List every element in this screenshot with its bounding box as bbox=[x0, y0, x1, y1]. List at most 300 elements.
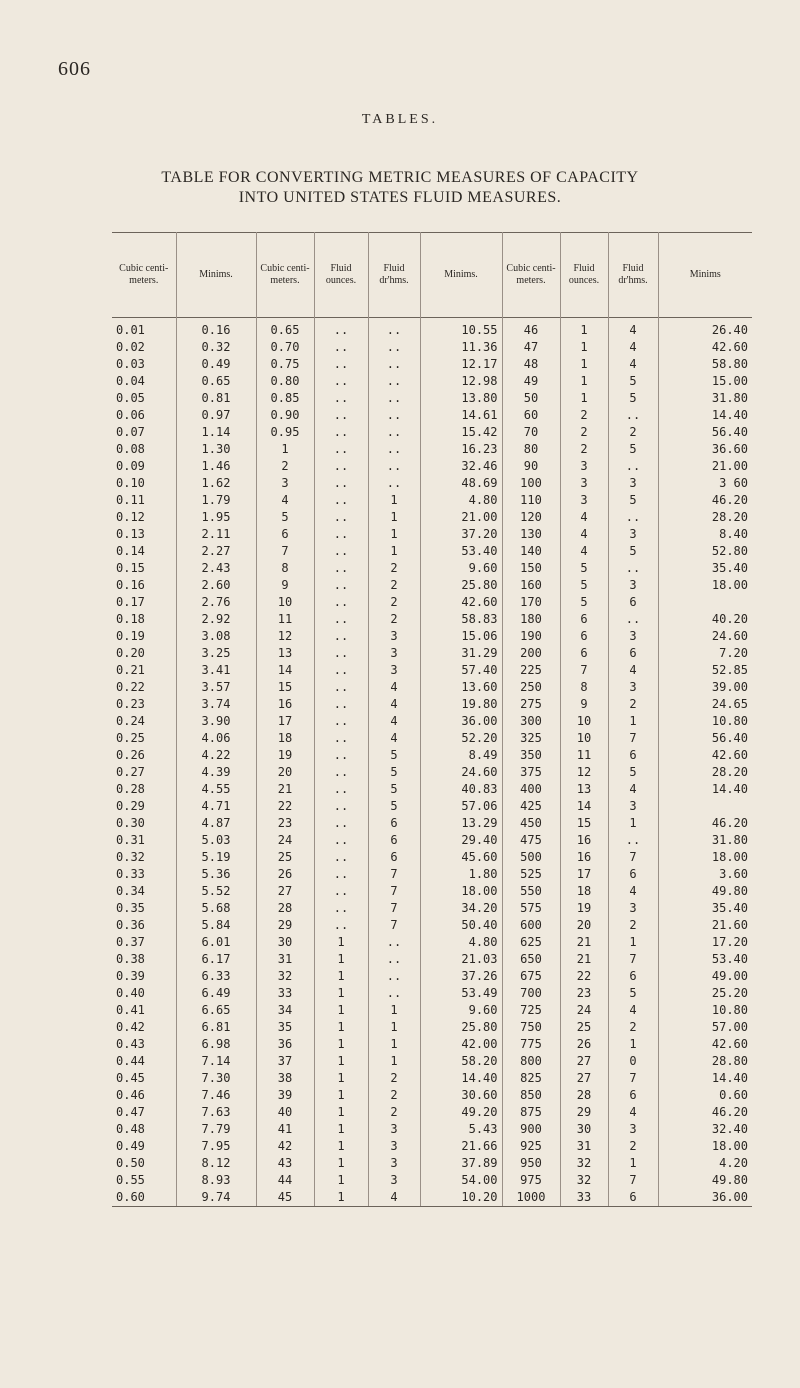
table-row bbox=[112, 917, 752, 934]
table-row bbox=[112, 781, 752, 798]
table-cell: 0.65 bbox=[256, 318, 314, 340]
table-cell: 21 bbox=[560, 934, 608, 951]
table-cell: 1 bbox=[368, 1002, 420, 1019]
table-cell: 825 bbox=[502, 1070, 560, 1087]
table-cell: .. bbox=[314, 679, 368, 696]
table-cell: 1 bbox=[368, 1019, 420, 1036]
table-cell: .. bbox=[368, 951, 420, 968]
table-cell: 42.60 bbox=[711, 748, 748, 762]
table-cell: 3 bbox=[560, 492, 608, 509]
table-cell: 48.69 bbox=[420, 475, 502, 492]
table-cell: 6 bbox=[368, 815, 420, 832]
table-cell: 4.06 bbox=[176, 730, 256, 747]
table-cell: 0.26 bbox=[112, 747, 176, 764]
table-cell: .. bbox=[314, 475, 368, 492]
table-row bbox=[112, 679, 752, 696]
table-cell: 4 bbox=[560, 509, 608, 526]
table-cell: 0.55 bbox=[112, 1172, 176, 1189]
table-cell: 0.97 bbox=[176, 407, 256, 424]
table-cell: 2.92 bbox=[176, 611, 256, 628]
table-row bbox=[112, 934, 752, 951]
table-cell: 250 bbox=[502, 679, 560, 696]
table-cell: 2 bbox=[368, 1104, 420, 1121]
table-cell: 5 bbox=[560, 577, 608, 594]
table-cell: 3 bbox=[608, 900, 658, 917]
table-row bbox=[112, 832, 752, 849]
table-cell: 60 bbox=[502, 407, 560, 424]
table-cell: 1 bbox=[314, 1189, 368, 1207]
table-cell: 2 bbox=[256, 458, 314, 475]
table-cell: 9.74 bbox=[176, 1189, 256, 1207]
table-cell: 2 bbox=[560, 424, 608, 441]
table-cell: 5.36 bbox=[176, 866, 256, 883]
table-cell: 8.12 bbox=[176, 1155, 256, 1172]
table-cell: 27 bbox=[256, 883, 314, 900]
table-cell: 21.03 bbox=[420, 951, 502, 968]
table-cell: 7 bbox=[560, 662, 608, 679]
table-cell: 22 bbox=[560, 968, 608, 985]
table-cell: 4 bbox=[368, 713, 420, 730]
table-cell: 7 bbox=[608, 849, 658, 866]
table-cell: 7 bbox=[368, 917, 420, 934]
table-row bbox=[112, 441, 752, 458]
table-cell: 37 bbox=[256, 1053, 314, 1070]
table-row bbox=[112, 1104, 752, 1121]
table-row bbox=[112, 318, 752, 340]
table-cell: 3.60 bbox=[719, 867, 748, 881]
table-cell: 18 bbox=[256, 730, 314, 747]
table-cell: 14.40 bbox=[711, 408, 748, 422]
table-cell: 2.43 bbox=[176, 560, 256, 577]
table-cell: 20 bbox=[560, 917, 608, 934]
table-cell: 21 bbox=[256, 781, 314, 798]
table-cell: 35 bbox=[256, 1019, 314, 1036]
table-cell: 0.21 bbox=[112, 662, 176, 679]
table-cell: 6.98 bbox=[176, 1036, 256, 1053]
table-cell: 1.46 bbox=[176, 458, 256, 475]
table-cell: .. bbox=[314, 645, 368, 662]
table-cell: 5 bbox=[368, 781, 420, 798]
table-cell: 32 bbox=[256, 968, 314, 985]
table-cell: 2 bbox=[560, 407, 608, 424]
table-cell: 1 bbox=[314, 1019, 368, 1036]
table-cell: 6 bbox=[560, 611, 608, 628]
table-cell: 3 bbox=[608, 1121, 658, 1138]
table-cell: 34 bbox=[256, 1002, 314, 1019]
table-cell: .. bbox=[314, 611, 368, 628]
table-row bbox=[112, 407, 752, 424]
table-cell: .. bbox=[314, 492, 368, 509]
table-cell: 2 bbox=[368, 1087, 420, 1104]
table-row bbox=[112, 1036, 752, 1053]
table-cell: .. bbox=[368, 356, 420, 373]
table-row bbox=[112, 390, 752, 407]
table-cell: 19.80 bbox=[420, 696, 502, 713]
header-cell: Minims. bbox=[420, 233, 502, 318]
table-cell: 20 bbox=[256, 764, 314, 781]
table-row bbox=[112, 1172, 752, 1189]
table-row bbox=[112, 645, 752, 662]
table-cell: 52.80 bbox=[711, 544, 748, 558]
table-cell: 45.60 bbox=[420, 849, 502, 866]
table-cell: 14 bbox=[256, 662, 314, 679]
table-cell: 550 bbox=[502, 883, 560, 900]
table-cell: 6.49 bbox=[176, 985, 256, 1002]
table-cell: 43 bbox=[256, 1155, 314, 1172]
table-cell: 0.95 bbox=[256, 424, 314, 441]
table-cell: 58.80 bbox=[711, 357, 748, 371]
table-cell: 13.29 bbox=[420, 815, 502, 832]
table-cell: 30 bbox=[560, 1121, 608, 1138]
table-cell: .. bbox=[314, 713, 368, 730]
table-cell: 3 bbox=[368, 1172, 420, 1189]
table-cell: 45 bbox=[256, 1189, 314, 1207]
table-cell: .. bbox=[314, 849, 368, 866]
table-cell: 0.41 bbox=[112, 1002, 176, 1019]
table-cell: 1 bbox=[560, 318, 608, 340]
table-cell: 37.26 bbox=[420, 968, 502, 985]
table-row bbox=[112, 985, 752, 1002]
table-cell: 9 bbox=[560, 696, 608, 713]
table-cell: 3 60 bbox=[719, 476, 748, 490]
table-cell: 30 bbox=[256, 934, 314, 951]
table-cell: 2 bbox=[368, 594, 420, 611]
table-cell: .. bbox=[314, 543, 368, 560]
table-cell: 3.57 bbox=[176, 679, 256, 696]
table-cell: 2 bbox=[608, 1138, 658, 1155]
table-row bbox=[112, 883, 752, 900]
table-cell: 23 bbox=[256, 815, 314, 832]
table-cell: .. bbox=[314, 747, 368, 764]
table-cell: 0.02 bbox=[112, 339, 176, 356]
table-cell: 225 bbox=[502, 662, 560, 679]
table-cell: 21.60 bbox=[711, 918, 748, 932]
table-cell: .. bbox=[314, 407, 368, 424]
table-cell: 27 bbox=[560, 1070, 608, 1087]
table-cell: 0.31 bbox=[112, 832, 176, 849]
table-cell: .. bbox=[608, 407, 658, 424]
table-cell: 1 bbox=[368, 526, 420, 543]
table-cell: 9.60 bbox=[420, 560, 502, 577]
table-cell: 49 bbox=[502, 373, 560, 390]
table-cell: 21.00 bbox=[420, 509, 502, 526]
table-cell: 0.11 bbox=[112, 492, 176, 509]
table-cell: 0.45 bbox=[112, 1070, 176, 1087]
table-cell: 4 bbox=[368, 679, 420, 696]
table-cell: 0.07 bbox=[112, 424, 176, 441]
table-cell: 3 bbox=[368, 645, 420, 662]
table-cell: .. bbox=[368, 441, 420, 458]
table-cell: .. bbox=[368, 390, 420, 407]
table-cell: 35.40 bbox=[711, 561, 748, 575]
table-cell: 36.00 bbox=[420, 713, 502, 730]
table-cell: 0.17 bbox=[112, 594, 176, 611]
table-cell: .. bbox=[314, 339, 368, 356]
table-cell: 0.01 bbox=[112, 318, 176, 340]
table-cell: .. bbox=[314, 798, 368, 815]
table-row bbox=[112, 1087, 752, 1104]
table-cell: 200 bbox=[502, 645, 560, 662]
table-cell: 5.19 bbox=[176, 849, 256, 866]
table-cell: 25.20 bbox=[711, 986, 748, 1000]
table-cell: 4 bbox=[368, 730, 420, 747]
table-cell: 0.39 bbox=[112, 968, 176, 985]
table-cell: 42.60 bbox=[711, 1037, 748, 1051]
table-cell: 6 bbox=[608, 866, 658, 883]
table-cell: 46.20 bbox=[711, 816, 748, 830]
table-cell: 25.80 bbox=[420, 1019, 502, 1036]
table-cell: 300 bbox=[502, 713, 560, 730]
table-cell: 190 bbox=[502, 628, 560, 645]
table-cell: 80 bbox=[502, 441, 560, 458]
table-cell: 52.20 bbox=[420, 730, 502, 747]
table-cell: 49.80 bbox=[711, 1173, 748, 1187]
table-cell: 12.17 bbox=[420, 356, 502, 373]
table-cell: 17 bbox=[256, 713, 314, 730]
table-cell: 49.80 bbox=[711, 884, 748, 898]
table-row bbox=[112, 849, 752, 866]
table-cell: 3 bbox=[368, 1121, 420, 1138]
table-cell: 0.06 bbox=[112, 407, 176, 424]
table-cell: 44 bbox=[256, 1172, 314, 1189]
table-cell: 10.55 bbox=[420, 318, 502, 340]
table-cell: 4.80 bbox=[420, 934, 502, 951]
table-cell: .. bbox=[314, 883, 368, 900]
table-cell: 0.42 bbox=[112, 1019, 176, 1036]
table-cell: 0.20 bbox=[112, 645, 176, 662]
table-cell: 3 bbox=[608, 475, 658, 492]
table-cell: 5 bbox=[368, 798, 420, 815]
table-cell: 120 bbox=[502, 509, 560, 526]
table-cell: 5.52 bbox=[176, 883, 256, 900]
table-cell: 38 bbox=[256, 1070, 314, 1087]
table-cell: 0.16 bbox=[176, 318, 256, 340]
table-cell: 16 bbox=[560, 832, 608, 849]
table-cell: .. bbox=[314, 560, 368, 577]
table-cell: 3 bbox=[368, 628, 420, 645]
table-cell: .. bbox=[368, 424, 420, 441]
table-cell: 2 bbox=[368, 611, 420, 628]
table-cell: .. bbox=[608, 611, 658, 628]
table-cell: 10.20 bbox=[420, 1189, 502, 1207]
table-cell: 17.20 bbox=[711, 935, 748, 949]
table-cell: 0.50 bbox=[112, 1155, 176, 1172]
table-cell: 7 bbox=[608, 951, 658, 968]
table-cell: 5 bbox=[256, 509, 314, 526]
header-cell: Fluid ounces. bbox=[560, 233, 608, 318]
table-cell: 50 bbox=[502, 390, 560, 407]
table-cell: 6.33 bbox=[176, 968, 256, 985]
table-cell: 0.30 bbox=[112, 815, 176, 832]
table-cell: 100 bbox=[502, 475, 560, 492]
table-cell: 16.23 bbox=[420, 441, 502, 458]
table-cell: 5.84 bbox=[176, 917, 256, 934]
table-cell: 1 bbox=[314, 1087, 368, 1104]
table-cell: 10.80 bbox=[711, 1003, 748, 1017]
table-cell: 4 bbox=[560, 526, 608, 543]
table-cell: 5.43 bbox=[420, 1121, 502, 1138]
table-cell: 0.65 bbox=[176, 373, 256, 390]
table-cell: 1.79 bbox=[176, 492, 256, 509]
table-cell: 57.00 bbox=[711, 1020, 748, 1034]
table-cell: 8 bbox=[560, 679, 608, 696]
table-cell: 19 bbox=[256, 747, 314, 764]
table-cell: 3 bbox=[256, 475, 314, 492]
table-cell: 4 bbox=[368, 696, 420, 713]
table-cell: 4 bbox=[608, 339, 658, 356]
header-cell: Cubic centi- meters. bbox=[112, 233, 176, 318]
table-cell: 1 bbox=[314, 985, 368, 1002]
table-cell: .. bbox=[314, 458, 368, 475]
table-cell: .. bbox=[368, 407, 420, 424]
table-cell: 29.40 bbox=[420, 832, 502, 849]
table-cell: 48 bbox=[502, 356, 560, 373]
table-cell: 750 bbox=[502, 1019, 560, 1036]
table-cell: 1 bbox=[608, 713, 658, 730]
table-row bbox=[112, 730, 752, 747]
table-cell: 0.81 bbox=[176, 390, 256, 407]
table-cell: 3 bbox=[608, 628, 658, 645]
table-cell: 6.65 bbox=[176, 1002, 256, 1019]
table-cell: 130 bbox=[502, 526, 560, 543]
table-cell: 150 bbox=[502, 560, 560, 577]
table-row bbox=[112, 866, 752, 883]
table-cell: 28.20 bbox=[711, 765, 748, 779]
header-cell: Cubic centi- meters. bbox=[502, 233, 560, 318]
table-cell: 14.40 bbox=[420, 1070, 502, 1087]
table-cell: 21.66 bbox=[420, 1138, 502, 1155]
table-cell: 32.40 bbox=[711, 1122, 748, 1136]
table-cell: 325 bbox=[502, 730, 560, 747]
table-cell: 13 bbox=[560, 781, 608, 798]
header-row bbox=[112, 233, 752, 318]
table-cell: .. bbox=[314, 318, 368, 340]
table-cell: .. bbox=[368, 968, 420, 985]
table-cell: 0.03 bbox=[112, 356, 176, 373]
table-cell: 8.49 bbox=[420, 747, 502, 764]
table-cell: 32 bbox=[560, 1155, 608, 1172]
table-cell: 1 bbox=[314, 1053, 368, 1070]
table-cell: .. bbox=[608, 832, 658, 849]
table-cell: 6 bbox=[608, 645, 658, 662]
table-cell: 400 bbox=[502, 781, 560, 798]
table-cell: 10 bbox=[560, 730, 608, 747]
table-cell: 0.40 bbox=[112, 985, 176, 1002]
table-cell: 46.20 bbox=[711, 493, 748, 507]
table-cell: 35.40 bbox=[711, 901, 748, 915]
table-cell: 37.20 bbox=[420, 526, 502, 543]
table-cell: 775 bbox=[502, 1036, 560, 1053]
table-cell: 6 bbox=[608, 747, 658, 764]
table-cell: 29 bbox=[560, 1104, 608, 1121]
table-row bbox=[112, 1070, 752, 1087]
table-cell: 5 bbox=[368, 764, 420, 781]
table-cell: 650 bbox=[502, 951, 560, 968]
table-row bbox=[112, 424, 752, 441]
table-cell: .. bbox=[368, 318, 420, 340]
table-row bbox=[112, 526, 752, 543]
table-cell: 3 bbox=[368, 1155, 420, 1172]
table-cell: 625 bbox=[502, 934, 560, 951]
table-cell: 6 bbox=[560, 628, 608, 645]
table-cell: 14 bbox=[560, 798, 608, 815]
header-cell: Fluid ounces. bbox=[314, 233, 368, 318]
table-cell: 8.93 bbox=[176, 1172, 256, 1189]
table-cell: 70 bbox=[502, 424, 560, 441]
table-cell: 0.85 bbox=[256, 390, 314, 407]
table-cell: 15 bbox=[560, 815, 608, 832]
table-cell: 0.09 bbox=[112, 458, 176, 475]
table-cell: 6 bbox=[608, 594, 658, 611]
table-cell: 6.81 bbox=[176, 1019, 256, 1036]
table-cell: 0.90 bbox=[256, 407, 314, 424]
table-cell: 0.10 bbox=[112, 475, 176, 492]
table-row bbox=[112, 628, 752, 645]
table-row bbox=[112, 713, 752, 730]
table-cell: 6 bbox=[256, 526, 314, 543]
table-cell: 25 bbox=[256, 849, 314, 866]
table-cell: 15 bbox=[256, 679, 314, 696]
table-cell: 0 bbox=[608, 1053, 658, 1070]
table-cell: .. bbox=[314, 662, 368, 679]
table-row bbox=[112, 1189, 752, 1207]
table-cell: 525 bbox=[502, 866, 560, 883]
table-cell: 0.29 bbox=[112, 798, 176, 815]
table-cell: 5 bbox=[368, 747, 420, 764]
table-cell: 1 bbox=[560, 339, 608, 356]
table-cell: .. bbox=[368, 475, 420, 492]
table-cell: 3 bbox=[608, 577, 658, 594]
table-cell: 9.60 bbox=[420, 1002, 502, 1019]
table-cell: .. bbox=[314, 390, 368, 407]
header-cell: Cubic centi- meters. bbox=[256, 233, 314, 318]
table-row bbox=[112, 951, 752, 968]
table-cell: .. bbox=[314, 424, 368, 441]
table-cell: 500 bbox=[502, 849, 560, 866]
table-cell bbox=[658, 798, 752, 815]
table-cell: 2 bbox=[368, 577, 420, 594]
table-cell: 3 bbox=[368, 1138, 420, 1155]
table-cell: 58.83 bbox=[420, 611, 502, 628]
table-row bbox=[112, 356, 752, 373]
table-cell: 0.15 bbox=[112, 560, 176, 577]
table-cell: .. bbox=[314, 866, 368, 883]
table-cell: 23 bbox=[560, 985, 608, 1002]
table-cell: 675 bbox=[502, 968, 560, 985]
table-cell: 18.00 bbox=[711, 1139, 748, 1153]
table-cell: 1 bbox=[368, 543, 420, 560]
table-cell: 4.80 bbox=[420, 492, 502, 509]
table-cell: .. bbox=[608, 560, 658, 577]
table-cell: 7 bbox=[608, 730, 658, 747]
table-cell: 6 bbox=[608, 1189, 658, 1207]
table-cell: 7 bbox=[368, 900, 420, 917]
table-cell: 39 bbox=[256, 1087, 314, 1104]
table-cell: 0.44 bbox=[112, 1053, 176, 1070]
table-row bbox=[112, 764, 752, 781]
table-cell: 2 bbox=[608, 1019, 658, 1036]
table-cell: 1 bbox=[314, 1036, 368, 1053]
table-row bbox=[112, 373, 752, 390]
table-cell: 7 bbox=[608, 1172, 658, 1189]
table-cell: 6.01 bbox=[176, 934, 256, 951]
table-cell: .. bbox=[314, 900, 368, 917]
table-cell: 5 bbox=[608, 441, 658, 458]
table-cell: 0.60 bbox=[112, 1189, 176, 1207]
table-cell: 1 bbox=[560, 373, 608, 390]
table-cell: 18.00 bbox=[711, 850, 748, 864]
table-cell: 4.71 bbox=[176, 798, 256, 815]
